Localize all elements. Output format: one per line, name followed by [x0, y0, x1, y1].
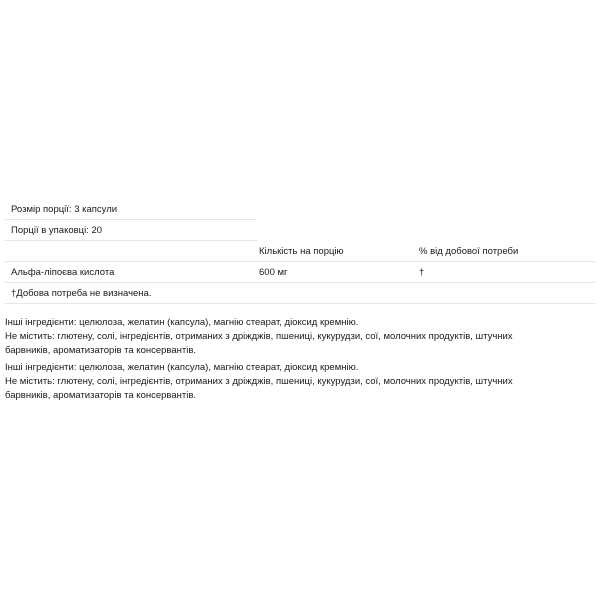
servings-per-container-text: Порції в упаковці: 20 [11, 225, 103, 236]
nutrient-amount: 600 мг [259, 267, 288, 278]
free-from-text-line1: Не містить: глютену, солі, інгредієнтів, отриманих з дріжджів, пшениці, кукурудзи, сої, молочних продуктів, штучних [5, 331, 513, 342]
ingredients-block [5, 361, 595, 403]
serving-size-row [5, 199, 257, 220]
table-row [5, 262, 595, 283]
ingredients-block [5, 316, 595, 358]
amount-per-serving-header: Кількість на порцію [259, 246, 344, 257]
free-from-text-line1: Не містить: глютену, солі, інгредієнтів, отриманих з дріжджів, пшениці, кукурудзи, сої, молочних продуктів, штучних [5, 376, 513, 387]
supplement-facts-table [5, 199, 595, 304]
nutrient-name: Альфа-ліпоєва кислота [11, 267, 115, 278]
servings-per-container-row [5, 220, 257, 241]
daily-value-footnote: †Добова потреба не визначена. [11, 288, 152, 299]
footnote-row [5, 283, 595, 304]
other-ingredients-text: Інші інгредієнти: целюлоза, желатин (капсула), магнію стеарат, діоксид кремнію. [5, 362, 359, 373]
free-from-text-line2: барвників, ароматизаторів та консервантів. [5, 345, 197, 356]
daily-value-header: % від добової потреби [419, 246, 519, 257]
other-ingredients-text: Інші інгредієнти: целюлоза, желатин (капсула), магнію стеарат, діоксид кремнію. [5, 317, 359, 328]
nutrient-daily-value: † [419, 267, 425, 278]
free-from-text-line2: барвників, ароматизаторів та консервантів. [5, 390, 197, 401]
table-header-row [5, 241, 595, 262]
serving-size-text: Розмір порції: 3 капсули [11, 204, 118, 215]
